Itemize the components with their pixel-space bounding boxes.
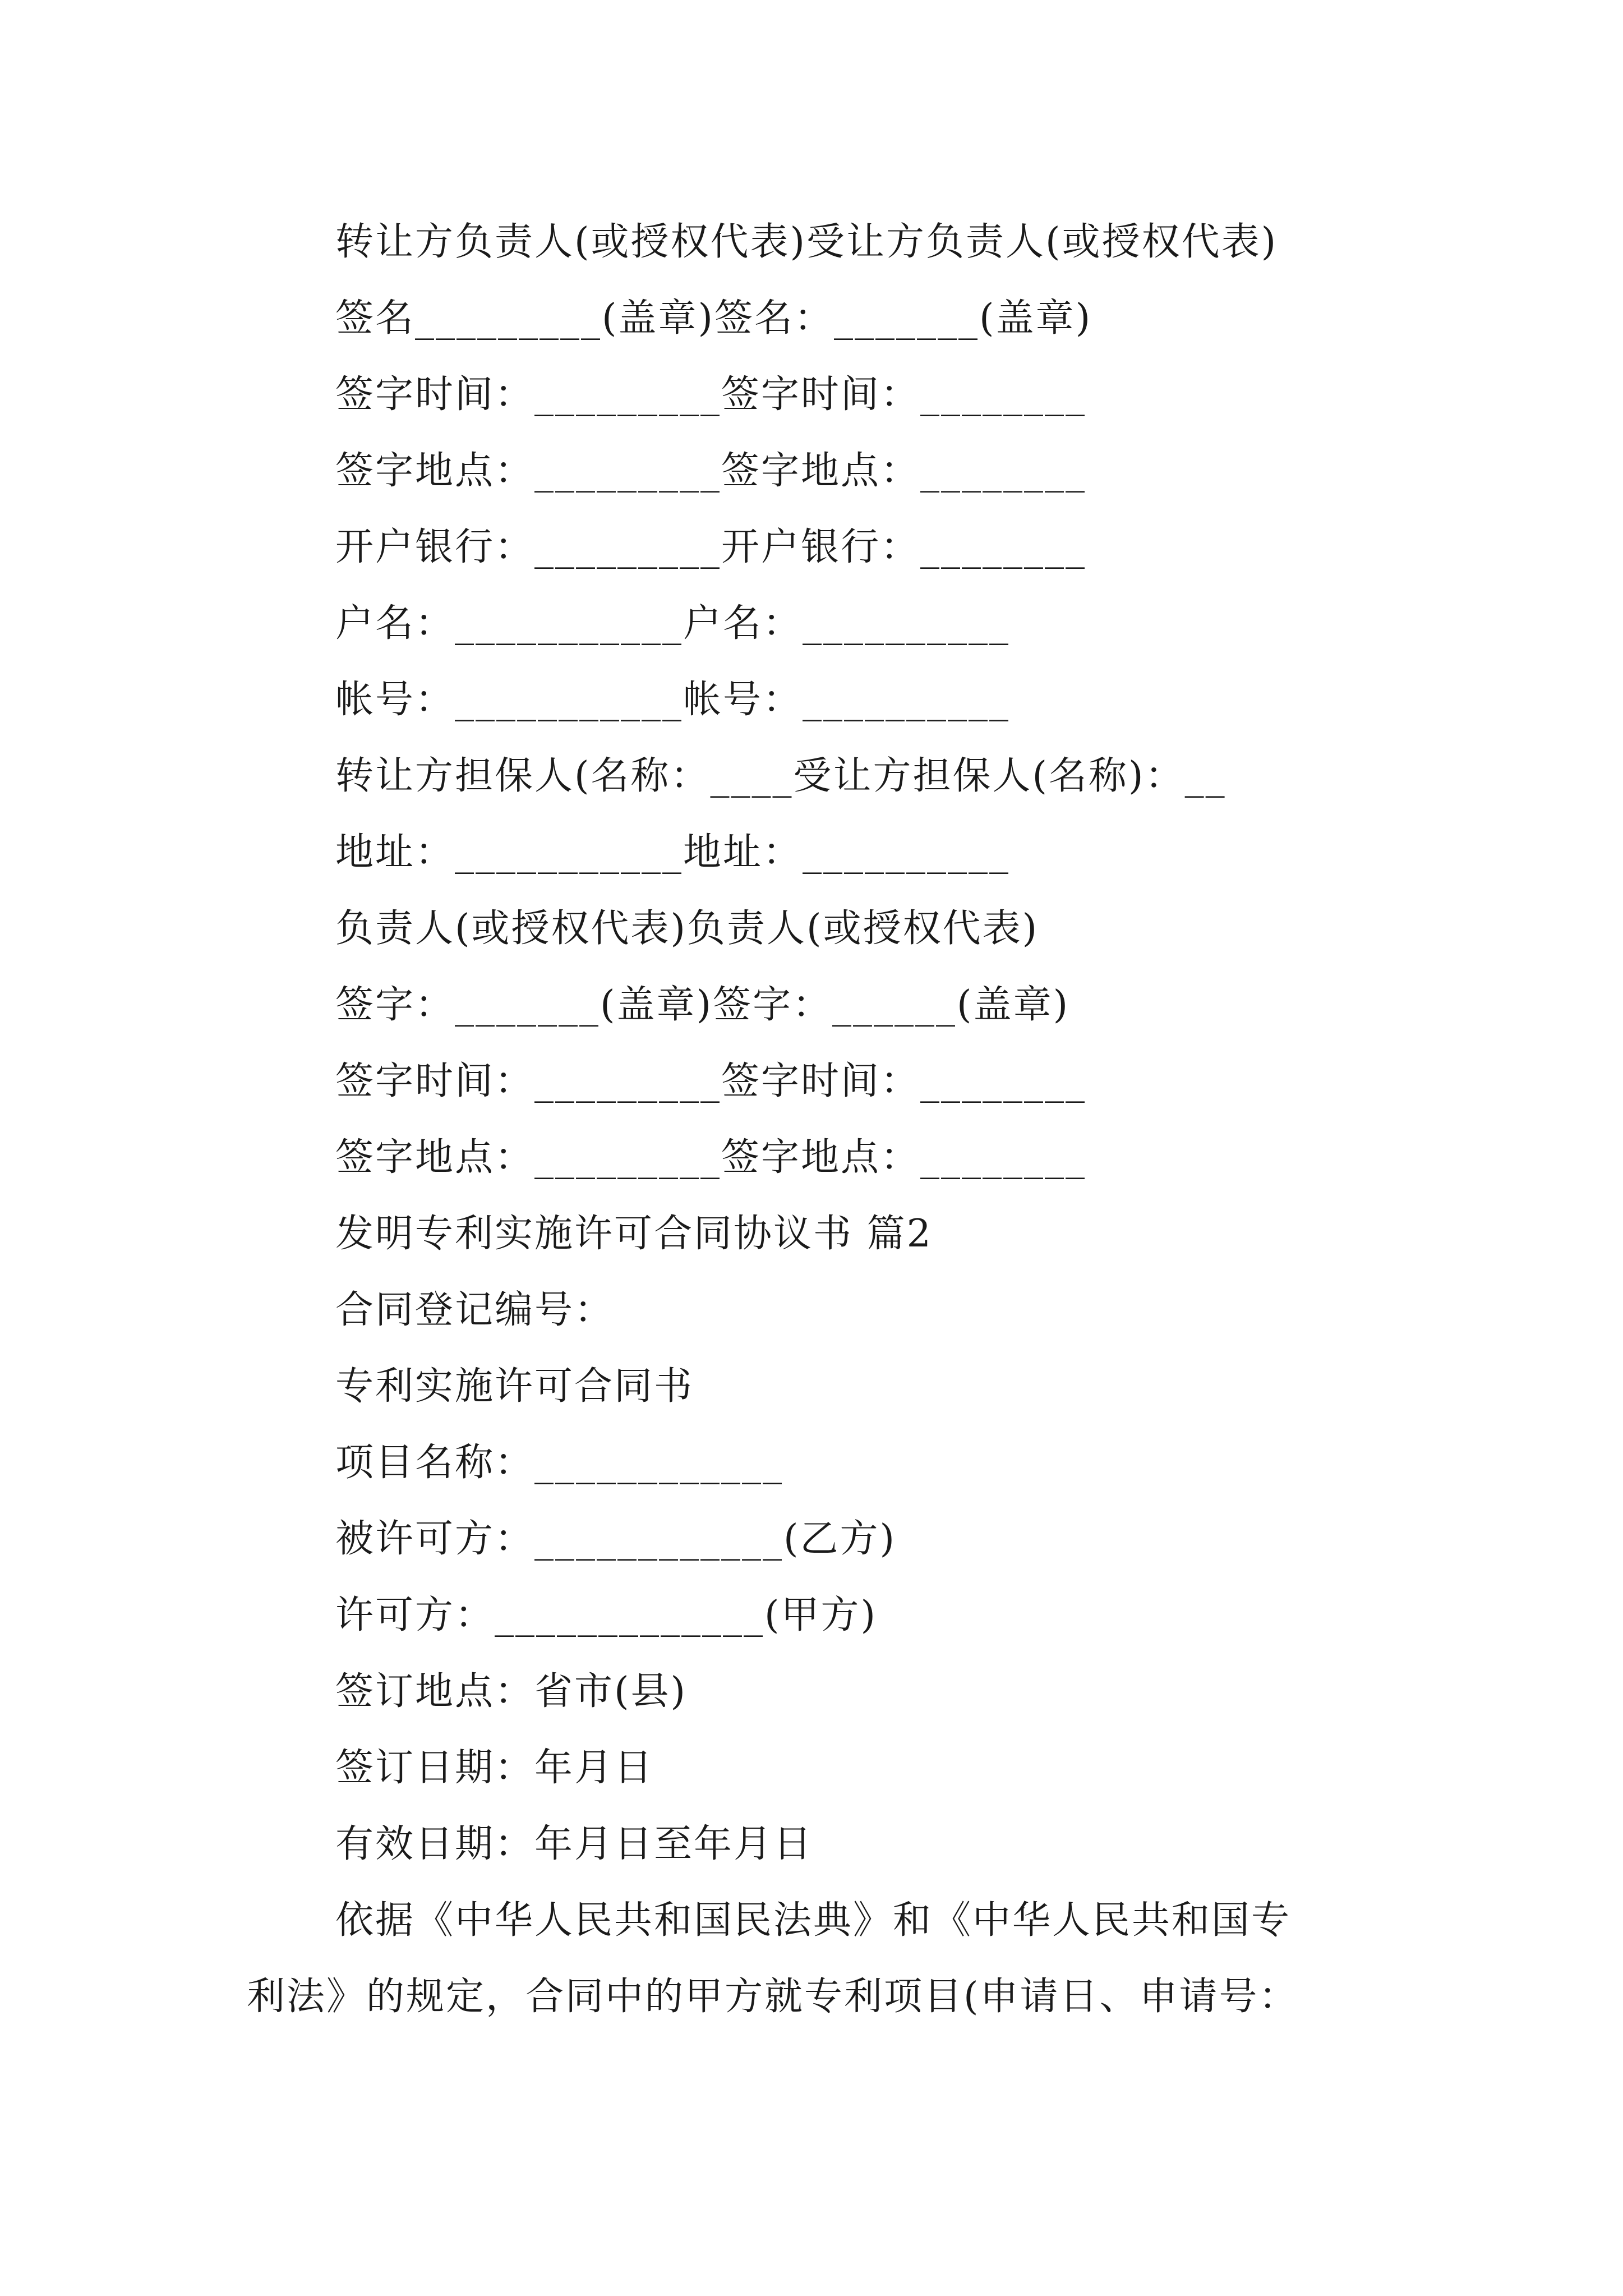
text-line: 签名_________(盖章)签名：_______(盖章) bbox=[335, 296, 1092, 341]
text-line: 合同登记编号： bbox=[335, 1288, 615, 1332]
text-line: 签订日期：年月日 bbox=[335, 1746, 654, 1790]
text-line: 户名：___________户名：__________ bbox=[335, 601, 1011, 646]
text-line: 帐号：___________帐号：__________ bbox=[335, 678, 1011, 722]
text-line: 有效日期：年月日至年月日 bbox=[335, 1822, 814, 1866]
text-line: 转让方负责人(或授权代表)受让方负责人(或授权代表) bbox=[335, 220, 1278, 264]
text-line: 项目名称：____________ bbox=[335, 1441, 784, 1485]
text-line: 签字时间：_________签字时间：________ bbox=[335, 372, 1087, 417]
contract-title: 专利实施许可合同书 bbox=[335, 1364, 694, 1409]
text-line: 负责人(或授权代表)负责人(或授权代表) bbox=[335, 907, 1039, 951]
text-line: 许可方：_____________(甲方) bbox=[335, 1593, 878, 1637]
paragraph-line: 利法》的规定，合同中的甲方就专利项目(申请日、申请号： bbox=[247, 1975, 1299, 2019]
section-heading: 发明专利实施许可合同协议书 篇2 bbox=[335, 1212, 933, 1256]
text-line: 签字地点：_________签字地点：________ bbox=[335, 1135, 1087, 1180]
text-line: 签订地点：省市(县) bbox=[335, 1669, 688, 1714]
text-line: 签字：_______(盖章)签字：______(盖章) bbox=[335, 983, 1070, 1027]
paragraph-line: 依据《中华人民共和国民法典》和《中华人民共和国专 bbox=[335, 1898, 1292, 1943]
text-line: 开户银行：_________开户银行：________ bbox=[335, 525, 1087, 569]
text-line: 签字地点：_________签字地点：________ bbox=[335, 449, 1087, 493]
text-line: 地址：___________地址：__________ bbox=[335, 830, 1011, 875]
text-line: 转让方担保人(名称：____受让方担保人(名称)：__ bbox=[335, 754, 1227, 798]
text-line: 签字时间：_________签字时间：________ bbox=[335, 1059, 1087, 1103]
text-line: 被许可方：____________(乙方) bbox=[335, 1517, 897, 1561]
